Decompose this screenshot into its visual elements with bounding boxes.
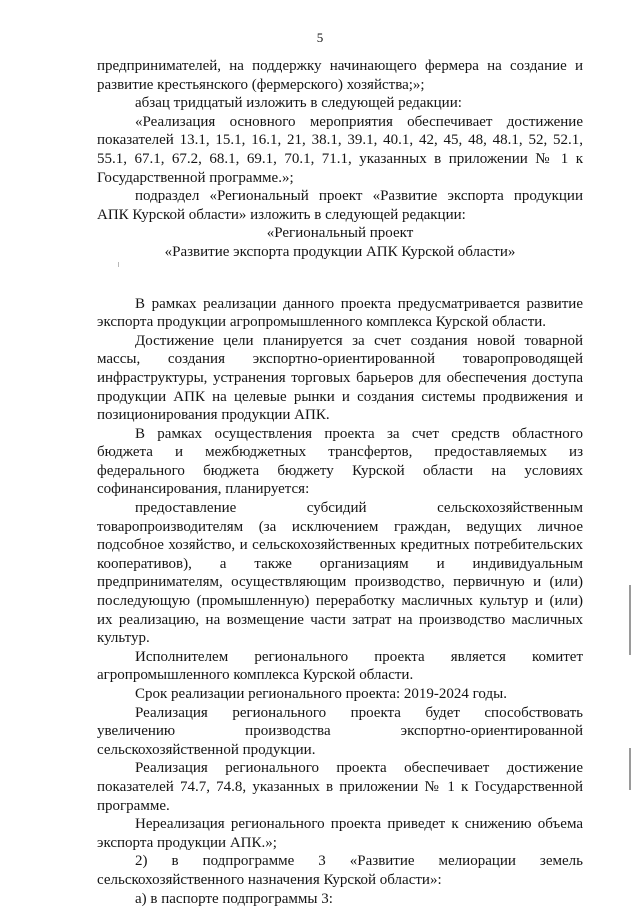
text-line: Государственной программе.»; [97,169,294,186]
text-line: предоставление субсидий сельскохозяйственным [135,500,583,517]
text-line: позиционирования продукции АПК. [97,407,330,424]
text-line: продукции АПК на целевые рынки и создания системы продвижения и [97,388,583,405]
text-line: развитие крестьянского (фермерского) хозяйства;»; [97,76,425,93]
text-line: а) в паспорте подпрограммы 3: [135,890,333,907]
text-line: подсобное хозяйство, и сельскохозяйственных кредитных потребительских [97,537,583,554]
text-line: Достижение цели планируется за счет создания новой товарной [135,332,583,349]
scan-edge-shadow [629,748,631,790]
text-line: кооперативов), а также организациям и индивидуальным [97,555,583,572]
text-line: федерального бюджета бюджету Курской области на условиях [97,462,583,479]
text-line: бюджета и межбюджетных трансфертов, предоставляемых из [97,444,583,461]
text-line: Реализация регионального проекта обеспечивает достижение [135,760,583,777]
text-line: их реализацию, на возмещение части затрат на производство масличных [97,611,583,628]
text-line: агропромышленного комплекса Курской области. [97,667,414,684]
document-body [97,57,583,908]
section-title: «Региональный проект [266,225,414,242]
text-line: «Реализация основного мероприятия обеспечивает достижение [135,113,583,130]
text-line: Нереализация регионального проекта приведет к снижению объема [135,816,583,833]
text-line: показателей 13.1, 15.1, 16.1, 21, 38.1, 39.1, 40.1, 42, 45, 48, 48.1, 52, 52.1, [97,132,583,149]
paragraph-gap [97,262,583,295]
text-line: АПК Курской области» изложить в следующей редакции: [97,206,466,223]
text-line: увеличению производства экспортно-ориентированной [97,723,583,740]
text-line: массы, создания экспортно-ориентированной товаропроводящей [97,351,583,368]
text-line: 55.1, 67.1, 67.2, 68.1, 69.1, 70.1, 71.1, указанных в приложении № 1 к [97,150,583,167]
text-line: экспорта продукции АПК.»; [97,834,277,851]
text-line: программе. [97,797,170,814]
text-line: Исполнителем регионального проекта является комитет [135,648,583,665]
text-line: В рамках реализации данного проекта предусматривается развитие [135,295,583,312]
text-line: подраздел «Региональный проект «Развитие экспорта продукции [135,188,583,205]
text-line: Реализация регионального проекта будет способствовать [135,704,583,721]
text-line: предпринимателям, осуществляющим производство, первичную и (или) [97,574,583,591]
text-line: софинансирования, планируется: [97,481,310,498]
text-line: сельскохозяйственной продукции. [97,741,316,758]
text-line: 2) в подпрограмме 3 «Развитие мелиорации земель [135,853,583,870]
text-line: Срок реализации регионального проекта: 2019-2024 годы. [135,686,507,702]
text-line: культур. [97,630,150,647]
text-line: последующую (промышленную) переработку масличных культур и (или) [97,593,583,610]
text-line: товаропроизводителям (за исключением граждан, ведущих личное [97,518,583,535]
scan-edge-shadow [629,585,631,655]
text-line: В рамках осуществления проекта за счет средств областного [135,425,583,442]
text-line: показателей 74.7, 74.8, указанных в приложении № 1 к Государственной [97,778,583,795]
text-line: предпринимателей, на поддержку начинающего фермера на создание и [97,58,583,74]
page-number: 5 [316,30,324,45]
text-line: инфраструктуры, устранения торговых барьеров для обеспечения доступа [97,369,583,386]
section-title: «Развитие экспорта продукции АПК Курской области» [164,243,516,260]
text-line: абзац тридцатый изложить в следующей редакции: [135,95,462,112]
text-line: экспорта продукции агропромышленного комплекса Курской области. [97,314,547,331]
text-line: сельскохозяйственного назначения Курской области»: [97,871,442,888]
